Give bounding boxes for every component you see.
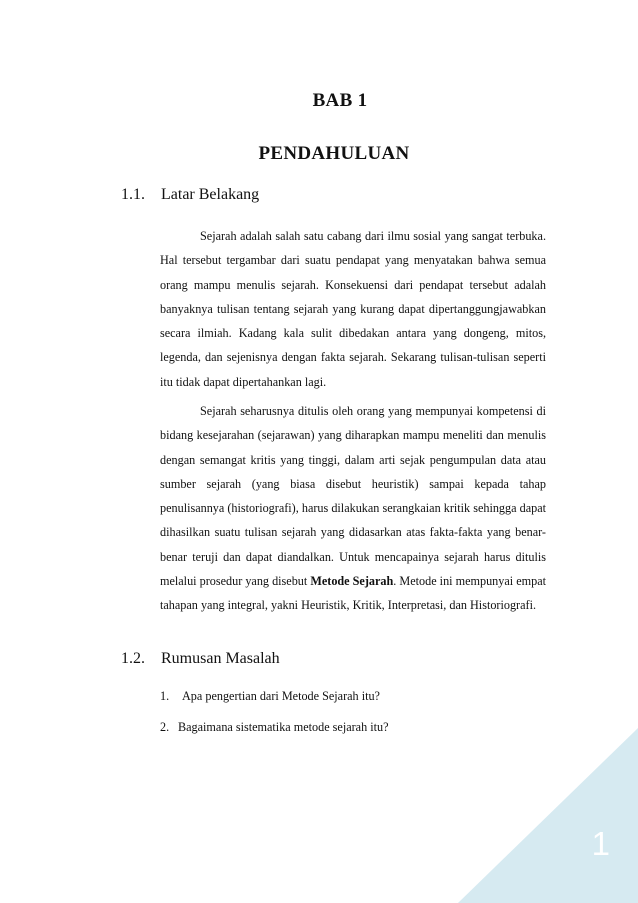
- bold-term: Metode Sejarah: [310, 574, 394, 589]
- paragraph: [160, 399, 546, 618]
- chapter-title: PENDAHULUAN: [258, 143, 410, 164]
- section-number: 1.2.: [121, 650, 145, 667]
- section-title: Latar Belakang: [161, 186, 260, 203]
- chapter-number: BAB 1: [312, 90, 368, 111]
- section-heading-rumusan-masalah: [121, 650, 280, 668]
- list-item-number: 2.: [160, 720, 170, 734]
- corner-triangle: [458, 728, 638, 903]
- section-number: 1.1.: [121, 186, 145, 203]
- list-item: [160, 689, 380, 704]
- paragraph-text: . Metode ini mempunyai empat tahapan yang integral, yakni Heuristik, Kritik, Interpretasi, dan Historiografi.: [160, 574, 546, 613]
- paragraph-text: Sejarah seharusnya ditulis oleh orang yang mempunyai kompetensi di bidang kesejarahan (sejarawan) yang diharapkan mampu meneliti dan menulis dengan semangat kritis yang tinggi, dalam arti sejak pengumpulan data atau sumber sejarah (yang biasa disebut heuristik) sampai kepada tahap penulisannya (historiografi), harus dilakukan serangkaian kritik sehingga dapat dihasilkan suatu tulisan sejarah yang didasarkan atas fakta-fakta yang benar-benar teruji dan dapat diandalkan. Untuk mencapainya sejarah harus ditulis melalui prosedur yang disebut: [160, 404, 546, 589]
- page-number: 1: [591, 825, 610, 862]
- section-title: Rumusan Masalah: [161, 650, 280, 667]
- paragraph: Sejarah adalah salah satu cabang dari ilmu sosial yang sangat terbuka. Hal tersebut tergambar dari suatu pendapat yang menyatakan bahwa semua orang mampu menulis sejarah. Konsekuensi dari pendapat tersebut adalah banyaknya tulisan tentang sejarah yang kurang dapat dipertanggungjawabkan secara ilmiah. Kadang kala sulit dibedakan antara yang dongeng, mitos, legenda, dan sejenisnya dengan fakta sejarah. Sekarang tulisan-tulisan seperti itu tidak dapat dipertahankan lagi.: [160, 229, 546, 389]
- corner-decoration: [458, 728, 638, 903]
- list-item-number: 1.: [160, 689, 170, 703]
- section-heading-latar-belakang: [121, 186, 259, 204]
- list-item-text: Apa pengertian dari Metode Sejarah itu?: [182, 689, 380, 703]
- list-item: [160, 720, 389, 735]
- list-item-text: Bagaimana sistematika metode sejarah itu?: [178, 720, 389, 734]
